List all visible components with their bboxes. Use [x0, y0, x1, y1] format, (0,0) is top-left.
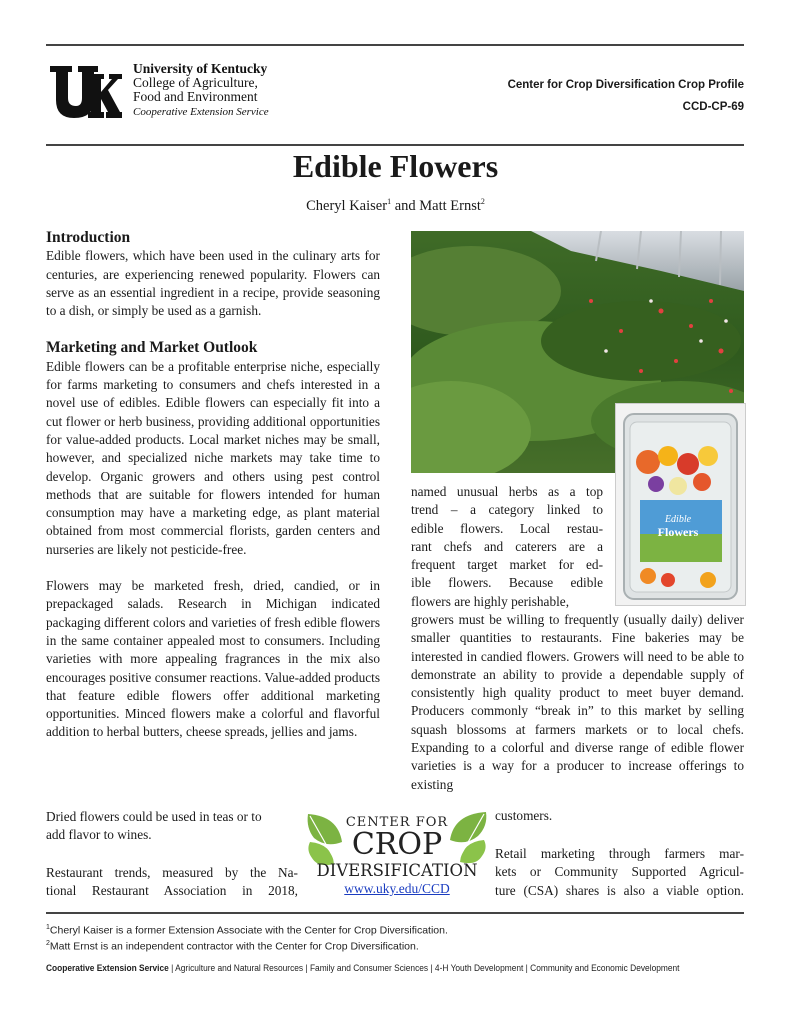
footnote-1-marker: 1: [46, 924, 50, 931]
uk-logo-icon: [48, 64, 122, 120]
narrow-line: edible flowers. Local restau-: [411, 520, 603, 536]
profile-title: Center for Crop Diversification Crop Profile: [507, 79, 744, 91]
footnote-1: [46, 924, 448, 937]
narrow-line: rant chefs and caterers are a: [411, 538, 603, 554]
narrow-line: named unusual herbs as a top: [411, 484, 603, 499]
author-2-sup: 2: [480, 197, 485, 206]
footnote-rule: [46, 912, 744, 914]
authors-joiner: and: [391, 197, 420, 214]
profile-code: CCD-CP-69: [682, 101, 744, 113]
paragraph-2-end-b: add flavor to wines.: [46, 827, 152, 843]
packaged-flowers-photo: [615, 403, 746, 606]
footnote-2-text: Matt Ernst is an independent contractor with the Center for Crop Diversification.: [49, 940, 419, 953]
narrow-line: trend – a category linked to: [411, 502, 603, 518]
intro-heading: Introduction: [46, 229, 131, 246]
right-column-wide: growers must be willing to frequently (usually daily) deliver smaller quantities to restaurants. Fine bakeries may be interested in candied flowers. Growers will need to be able to demonstrate an ability to provide a dependable supply of consistently high quality product to meet buyer demand. Producers commonly “break in” to this market by selling squash blossoms at farmers markets or to local chefs. Expanding to a colorful and diverse range of edible flower varieties is a way for a producer to increase offerings to existing: [411, 612, 744, 792]
restaurant-line-a: Restaurant trends, measured by the Na-: [46, 865, 298, 880]
paragraph-2-end-a: Dried flowers could be used in teas or to: [46, 809, 262, 824]
author-2: Matt Ernst: [419, 197, 481, 214]
college-line-1: College of Agriculture,: [133, 75, 258, 90]
extension-service: Cooperative Extension Service: [133, 106, 269, 118]
left-column-wrap: [46, 808, 298, 845]
right-column-tail: customers.: [495, 808, 553, 823]
right-leaf-icon: [450, 812, 486, 863]
page-title: Edible Flowers: [292, 148, 499, 184]
retail-line: Retail marketing through farmers mar-: [495, 846, 744, 861]
author-1-sup: 1: [387, 197, 392, 206]
right-column-narrow: [411, 483, 603, 611]
footer-service: Cooperative Extension Service: [46, 963, 169, 973]
footnote-2: [46, 940, 419, 953]
author-1: Cheryl Kaiser: [306, 197, 388, 214]
left-column: [46, 229, 380, 742]
logo-center-for: CENTER FOR: [345, 815, 449, 830]
ccd-website-link[interactable]: www.uky.edu/CCD: [344, 881, 450, 896]
footer-program-areas: [46, 963, 697, 973]
package-label-line-2: Flowers: [657, 525, 699, 539]
college-line-2: Food and Environment: [133, 89, 258, 104]
left-leaf-icon: [308, 814, 342, 865]
university-name: University of Kentucky: [133, 61, 268, 76]
marketing-heading: Marketing and Market Outlook: [46, 339, 258, 357]
header-rule: [46, 144, 744, 146]
retail-line: ture (CSA) shares is also a viable option.: [495, 882, 744, 898]
intro-text: Edible flowers, which have been used in the culinary arts for centuries, are experiencing renewed popularity. Flowers can serve as an essential ingredient in a recipe, provide seasoning to a dish, or simply be used as a garnish.: [46, 248, 380, 319]
retail-marketing: [495, 845, 744, 900]
narrow-line: ible flowers. Because edible: [411, 575, 603, 591]
university-block: [133, 61, 269, 120]
restaurant-trends: [46, 864, 298, 901]
footnote-1-text: Cheryl Kaiser is a former Extension Associate with the Center for Crop Diversification.: [49, 924, 448, 937]
marketing-paragraph-1: Edible flowers can be a profitable enterprise niche, especially for farms marketing to consumers and chefs interested in a novel use of edibles. Edible flowers can especially fit into a cut flower or herb business, providing additional opportunities for value-added products. Local market niches may be small, however, and specialized niche markets may take time to develop. Organic growers and others using pest control methods that are suitable for flowers intended for human consumption may have a marketing edge, as plant material obtained from most commercial florists, garden centers and nurseries are likely not pesticide-free.: [46, 358, 380, 557]
narrow-line: frequent target market for ed-: [411, 557, 603, 573]
marketing-paragraph-2: Flowers may be marketed fresh, dried, candied, or in prepackaged salads. Research in Michigan indicated packaging different colors and varieties of fresh edible flowers in the same container appealed most to consumers. Including varieties with more appealing fragrances in the mix also encourages positive consumer reactions. Value-added products that feature edible flowers offer additional marketing opportunities. Minced flowers make a colorful and flavorful addition to herbal butters, cheese spreads, jellies and jams.: [46, 578, 380, 740]
footer-areas: | Agriculture and Natural Resources | Family and Consumer Sciences | 4-H Youth Development | Community and Economic Development: [168, 963, 680, 973]
authors: [0, 197, 791, 215]
logo-diversification: DIVERSIFICATION: [316, 861, 478, 880]
retail-line: kets or Community Supported Agricul-: [495, 864, 744, 880]
package-label-line-1: Edible: [664, 514, 692, 525]
narrow-line: flowers are highly perishable,: [411, 593, 570, 609]
restaurant-line-b: tional Restaurant Association in 2018,: [46, 883, 298, 899]
top-rule: [46, 44, 744, 46]
logo-crop: CROP: [351, 827, 443, 862]
footnote-2-marker: 2: [46, 940, 50, 947]
crop-profile-label: [508, 74, 744, 118]
